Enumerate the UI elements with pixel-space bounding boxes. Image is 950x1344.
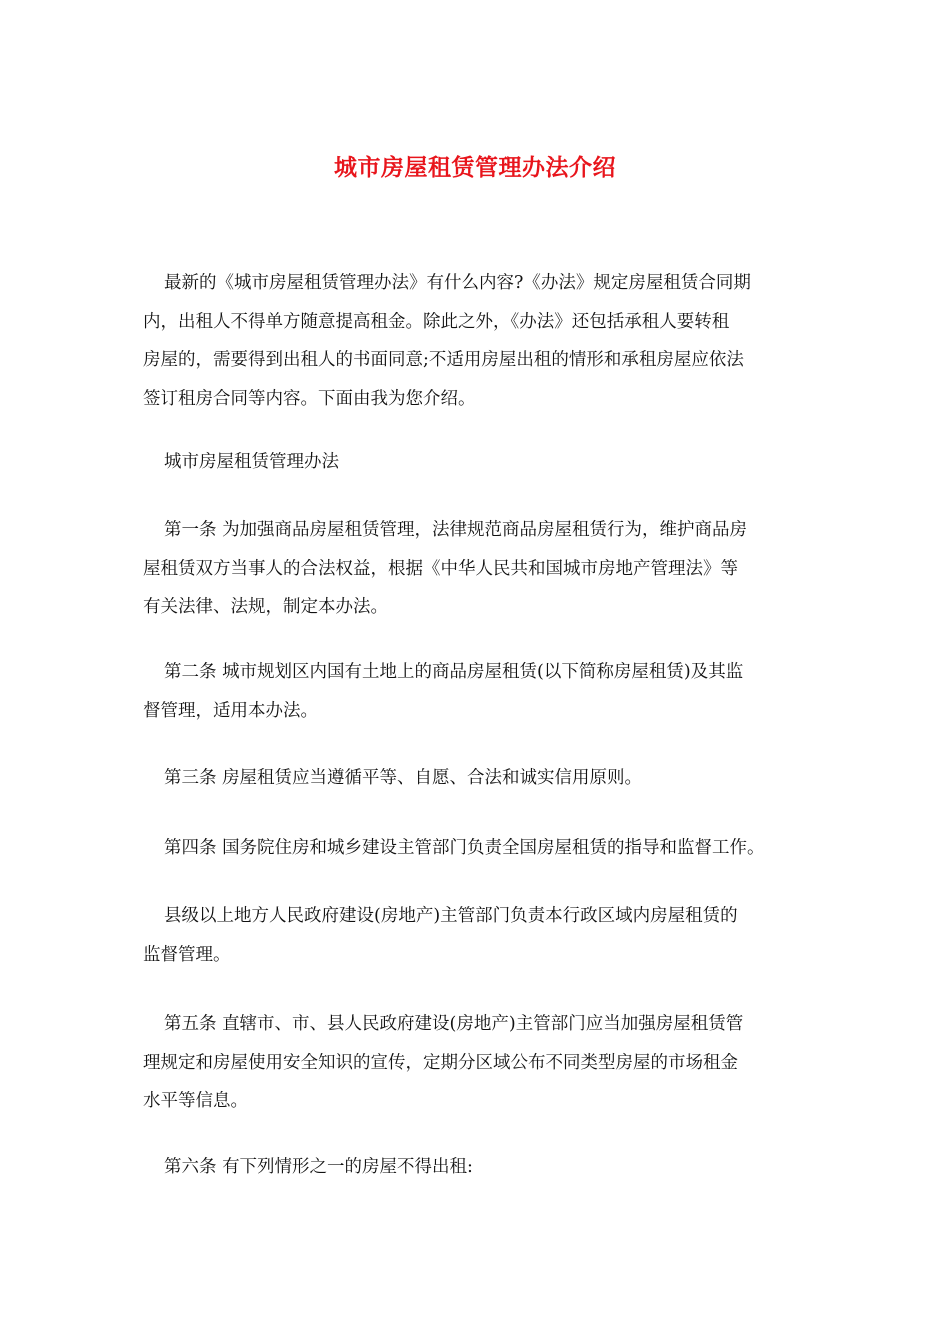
paragraph-line: 理规定和房屋使用安全知识的宣传，定期分区域公布不同类型房屋的市场租金 [143,1052,738,1073]
article-4-paragraph [143,829,811,868]
article-4-continued-paragraph [143,897,811,974]
section-heading-paragraph [143,443,811,482]
paragraph-line: 第三条 房屋租赁应当遵循平等、自愿、合法和诚实信用原则。 [164,768,643,788]
paragraph-line: 有关法律、法规，制定本办法。 [143,597,388,617]
article-1-paragraph [143,511,811,627]
paragraph-line: 第六条 有下列情形之一的房屋不得出租: [164,1157,473,1177]
paragraph-line: 第二条 城市规划区内国有土地上的商品房屋租赁(以下简称房屋租赁)及其监 [164,662,744,682]
article-6-paragraph [143,1148,811,1187]
paragraph-line: 水平等信息。 [143,1091,248,1111]
article-5-paragraph [143,1005,811,1121]
paragraph-line: 县级以上地方人民政府建设(房地产)主管部门负责本行政区域内房屋租赁的 [164,906,738,926]
paragraph-line: 屋租赁双方当事人的合法权益，根据《中华人民共和国城市房地产管理法》等 [143,558,738,579]
paragraph-line: 内，出租人不得单方随意提高租金。除此之外，《办法》还包括承租人要转租 [143,311,730,332]
paragraph-line: 签订租房合同等内容。下面由我为您介绍。 [143,388,476,409]
paragraph-line: 城市房屋租赁管理办法 [164,452,339,472]
intro-paragraph [143,264,811,418]
paragraph-line: 监督管理。 [143,944,231,965]
paragraph-line: 第四条 国务院住房和城乡建设主管部门负责全国房屋租赁的指导和监督工作。 [164,838,765,858]
article-2-paragraph [143,653,811,730]
article-3-paragraph [143,759,811,798]
paragraph-line: 房屋的，需要得到出租人的书面同意;不适用房屋出租的情形和承租房屋应依法 [143,350,744,370]
document-title: 城市房屋租赁管理办法介绍 [334,154,616,181]
paragraph-line: 最新的《城市房屋租赁管理办法》有什么内容?《办法》规定房屋租赁合同期 [164,273,751,293]
paragraph-line: 第一条 为加强商品房屋租赁管理，法律规范商品房屋租赁行为，维护商品房 [164,520,748,540]
paragraph-line: 督管理，适用本办法。 [143,700,318,721]
paragraph-line: 第五条 直辖市、市、县人民政府建设(房地产)主管部门应当加强房屋租赁管 [164,1014,744,1034]
